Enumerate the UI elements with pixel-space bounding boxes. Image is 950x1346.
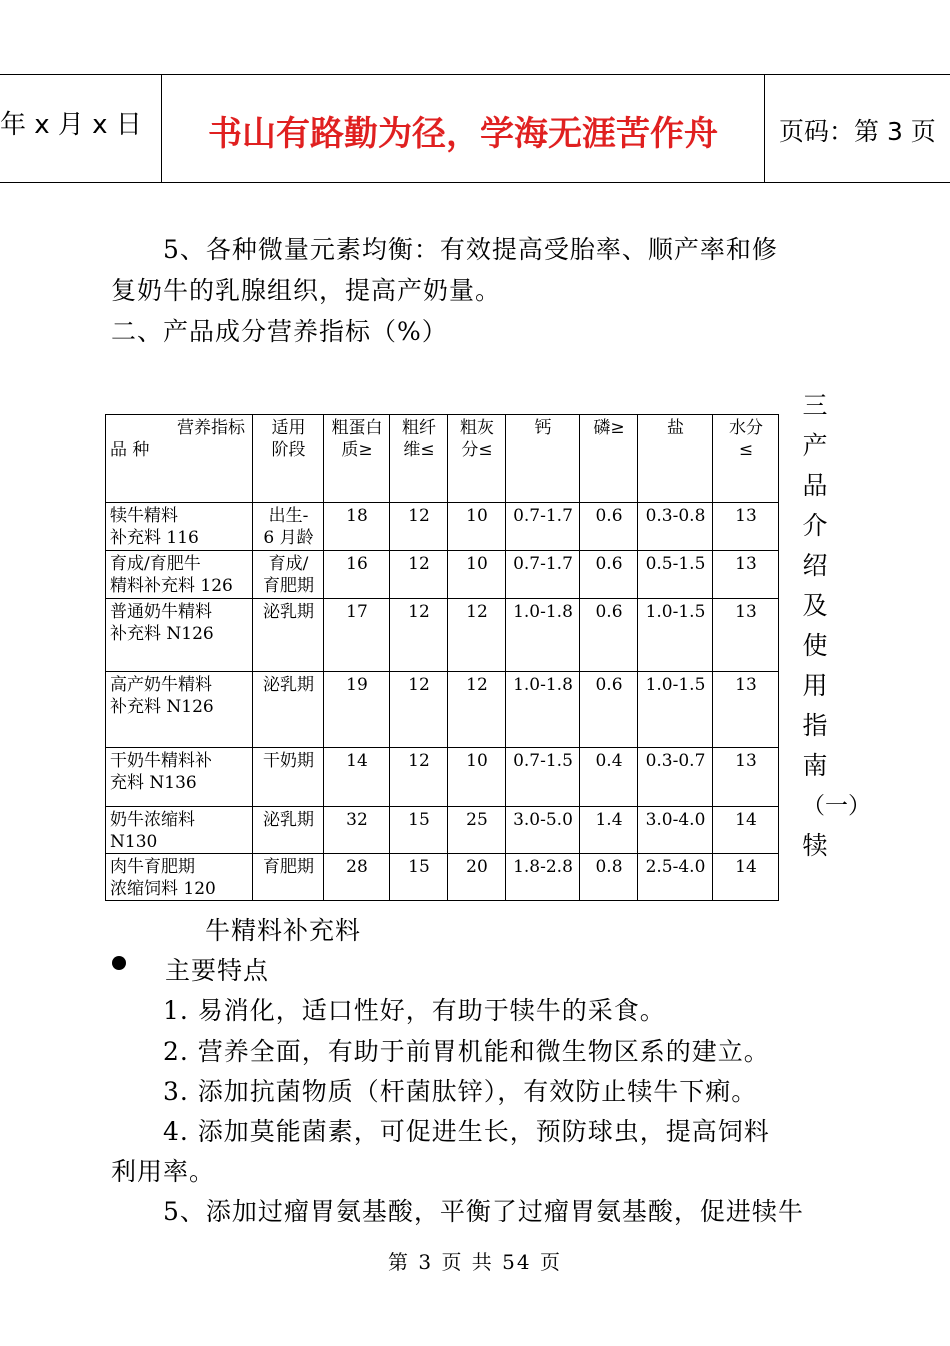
table-row	[106, 854, 779, 901]
product-name-cell: 犊牛精料 补充料 116	[106, 503, 253, 551]
table-cell: 0.7-1.5	[506, 748, 580, 807]
feature-item-3: 3. 添加抗菌物质（杆菌肽锌），有效防止犊牛下痢。	[163, 1077, 758, 1106]
table-row	[106, 672, 779, 748]
table-cell: 出生- 6 月龄	[253, 503, 324, 551]
table-row	[106, 551, 779, 599]
table-cell: 育成/ 育肥期	[253, 551, 324, 599]
table-cell: 13	[713, 599, 779, 672]
nutrition-table	[105, 414, 779, 901]
subtitle-calf-concentrate: 牛精料补充料	[205, 916, 362, 945]
table-header-corner	[106, 415, 253, 503]
table-cell: 2.5-4.0	[638, 854, 713, 901]
product-name-cell: 肉牛育肥期 浓缩饲料 120	[106, 854, 253, 901]
table-cell: 12	[390, 599, 448, 672]
table-cell: 18	[324, 503, 390, 551]
table-header-cell: 磷≥	[580, 415, 638, 503]
vertical-heading-char: 产	[802, 431, 828, 460]
table-cell: 13	[713, 503, 779, 551]
table-cell: 12	[390, 551, 448, 599]
vertical-heading-char: 绍	[802, 551, 828, 580]
table-cell: 0.8	[580, 854, 638, 901]
table-cell: 0.3-0.8	[638, 503, 713, 551]
table-cell: 1.0-1.8	[506, 672, 580, 748]
vertical-heading-char: 用	[802, 671, 828, 700]
table-cell: 12	[390, 672, 448, 748]
table-cell: 0.3-0.7	[638, 748, 713, 807]
header-motto: 书山有路勤为径，学海无涯苦作舟	[208, 114, 718, 154]
table-cell: 0.6	[580, 551, 638, 599]
table-cell: 13	[713, 551, 779, 599]
table-cell: 15	[390, 854, 448, 901]
main-features-title: 主要特点	[165, 956, 270, 985]
table-cell: 1.0-1.5	[638, 672, 713, 748]
table-cell: 1.8-2.8	[506, 854, 580, 901]
feature-item-5: 5、添加过瘤胃氨基酸，平衡了过瘤胃氨基酸，促进犊牛	[163, 1197, 804, 1226]
vertical-heading-char: 品	[802, 471, 828, 500]
corner-label-variety: 品 种	[110, 440, 150, 460]
table-header-row	[106, 415, 779, 503]
table-cell: 泌乳期	[253, 672, 324, 748]
header-bottom-rule	[0, 182, 950, 183]
table-cell: 28	[324, 854, 390, 901]
table-cell: 16	[324, 551, 390, 599]
table-cell: 25	[448, 807, 506, 854]
product-name-cell: 育成/育肥牛 精料补充料 126	[106, 551, 253, 599]
table-header-cell: 粗灰 分≤	[448, 415, 506, 503]
table-cell: 3.0-4.0	[638, 807, 713, 854]
table-header-cell: 钙	[506, 415, 580, 503]
corner-label-indicator: 营养指标	[177, 418, 245, 438]
header-page-number: 页码：第 3 页	[779, 117, 936, 146]
table-cell: 14	[324, 748, 390, 807]
table-cell: 12	[448, 599, 506, 672]
table-cell: 17	[324, 599, 390, 672]
table-cell: 14	[713, 807, 779, 854]
table-row	[106, 503, 779, 551]
table-cell: 泌乳期	[253, 599, 324, 672]
vertical-heading-char: 及	[802, 591, 828, 620]
table-cell: 育肥期	[253, 854, 324, 901]
feature-item-4-cont: 利用率。	[111, 1157, 216, 1186]
table-cell: 20	[448, 854, 506, 901]
header-date: 年 x 月 x 日	[0, 110, 142, 140]
product-name-cell: 干奶牛精料补 充料 N136	[106, 748, 253, 807]
feature-item-1: 1. 易消化，适口性好，有助于犊牛的采食。	[163, 996, 666, 1025]
table-header-cell: 粗蛋白 质≥	[324, 415, 390, 503]
table-header-cell: 适用 阶段	[253, 415, 324, 503]
paragraph-5-line1: 5、各种微量元素均衡：有效提高受胎率、顺产率和修	[163, 235, 778, 264]
table-cell: 1.4	[580, 807, 638, 854]
table-cell: 0.6	[580, 599, 638, 672]
table-cell: 12	[390, 748, 448, 807]
table-cell: 10	[448, 748, 506, 807]
table-cell: 15	[390, 807, 448, 854]
vertical-heading-char: 犊	[802, 831, 828, 860]
table-cell: 13	[713, 748, 779, 807]
table-cell: 0.6	[580, 672, 638, 748]
header-top-rule	[0, 74, 950, 75]
vertical-heading-char: 使	[802, 631, 828, 660]
vertical-heading-char: 介	[802, 511, 828, 540]
bullet-dot	[112, 956, 126, 970]
feature-item-2: 2. 营养全面，有助于前胃机能和微生物区系的建立。	[163, 1037, 770, 1066]
table-cell: 0.7-1.7	[506, 503, 580, 551]
header-divider-right	[764, 74, 765, 183]
table-cell: 13	[713, 672, 779, 748]
table-cell: 1.0-1.5	[638, 599, 713, 672]
table-header-cell: 盐	[638, 415, 713, 503]
product-name-cell: 普通奶牛精料 补充料 N126	[106, 599, 253, 672]
vertical-heading	[800, 386, 871, 866]
table-cell: 19	[324, 672, 390, 748]
table-header-cell: 粗纤 维≤	[390, 415, 448, 503]
section-title-nutrition: 二、产品成分营养指标（%）	[111, 317, 448, 346]
table-cell: 14	[713, 854, 779, 901]
table-cell: 32	[324, 807, 390, 854]
vertical-heading-char: 三	[802, 391, 828, 420]
product-name-cell: 奶牛浓缩料 N130	[106, 807, 253, 854]
table-cell: 干奶期	[253, 748, 324, 807]
feature-item-4: 4. 添加莫能菌素，可促进生长，预防球虫，提高饲料	[163, 1117, 770, 1146]
table-cell: 0.6	[580, 503, 638, 551]
table-cell: 0.5-1.5	[638, 551, 713, 599]
table-cell: 泌乳期	[253, 807, 324, 854]
vertical-heading-char: （一）	[802, 793, 871, 819]
table-cell: 0.4	[580, 748, 638, 807]
table-row	[106, 748, 779, 807]
table-header-cell: 水分 ≤	[713, 415, 779, 503]
paragraph-5-line2: 复奶牛的乳腺组织，提高产奶量。	[111, 276, 502, 305]
table-row	[106, 599, 779, 672]
vertical-heading-char: 指	[802, 711, 828, 740]
vertical-heading-char: 南	[802, 751, 828, 780]
table-cell: 12	[390, 503, 448, 551]
table-cell: 10	[448, 551, 506, 599]
table-row	[106, 807, 779, 854]
table-cell: 0.7-1.7	[506, 551, 580, 599]
table-cell: 1.0-1.8	[506, 599, 580, 672]
table-cell: 10	[448, 503, 506, 551]
table-cell: 3.0-5.0	[506, 807, 580, 854]
product-name-cell: 高产奶牛精料 补充料 N126	[106, 672, 253, 748]
table-cell: 12	[448, 672, 506, 748]
page-footer: 第 3 页 共 54 页	[388, 1250, 562, 1274]
